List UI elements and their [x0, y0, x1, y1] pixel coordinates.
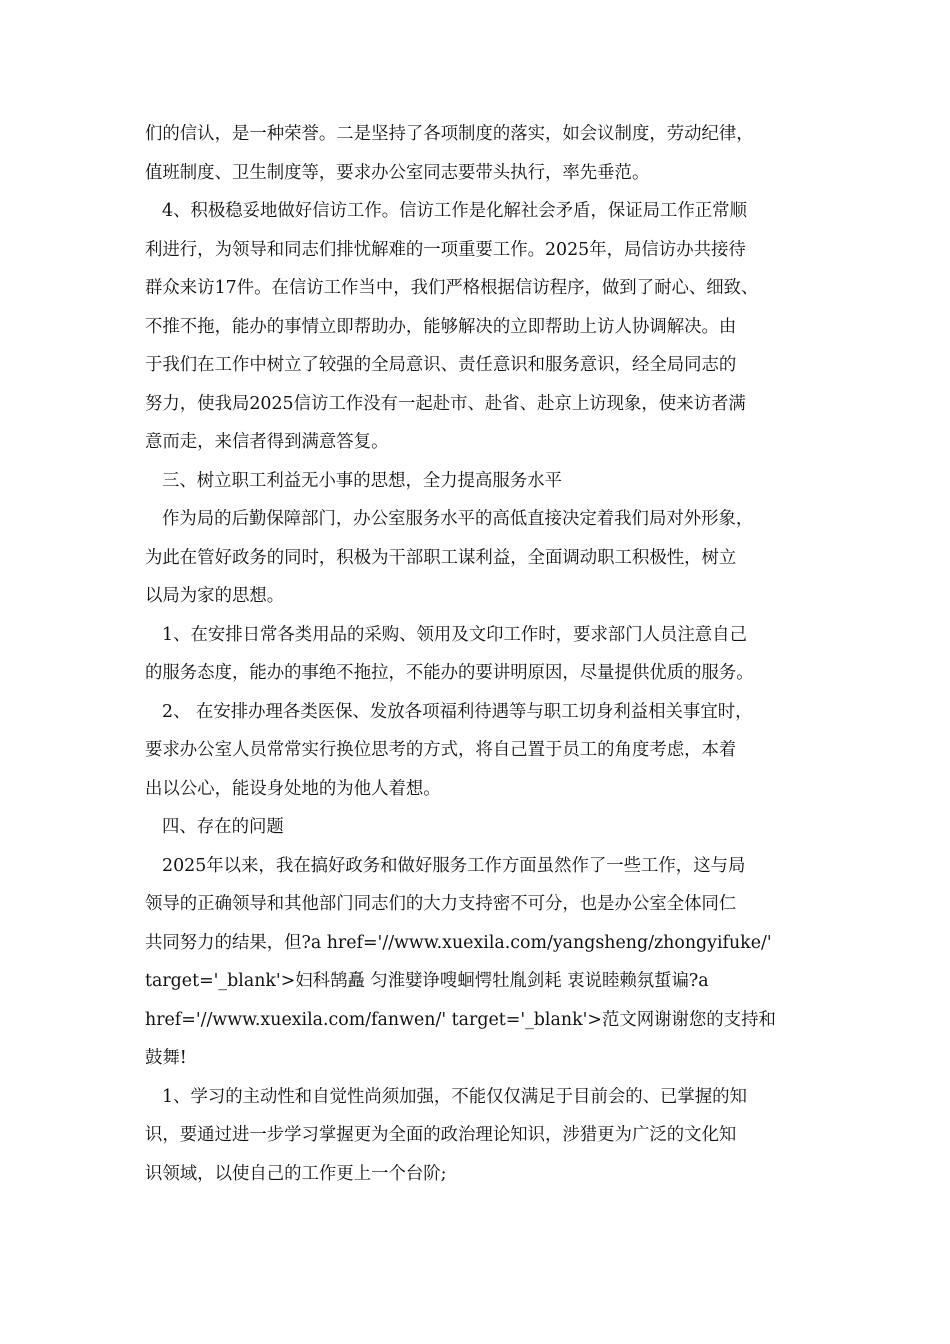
- paragraph-line: 识，要通过进一步学习掌握更为全面的政治理论知识，涉猎更为广泛的文化知: [145, 1125, 737, 1145]
- paragraph-line: 出以公心，能设身处地的为他人着想。: [145, 778, 441, 799]
- paragraph-line: 要求办公室人员常常实行换位思考的方式，将自己置于员工的角度考虑，本着: [145, 740, 737, 760]
- paragraph-line: 努力，使我局2025信访工作没有一起赴市、赴省、赴京上访现象，使来访者满: [145, 393, 746, 414]
- paragraph-line: 共同努力的结果，但?a href='//www.xuexila.com/yangsheng/zhongyifuke/': [145, 932, 772, 953]
- paragraph-line: 利进行，为领导和同志们排忧解难的一项重要工作。2025年，局信访办共接待: [145, 239, 746, 260]
- paragraph-start-line: 作为局的后勤保障部门，办公室服务水平的高低直接决定着我们局对外形象，: [162, 509, 754, 529]
- paragraph-start-line: 1、在安排日常各类用品的采购、领用及文印工作时，要求部门人员注意自己: [162, 624, 747, 645]
- paragraph-line: 以局为家的思想。: [145, 586, 285, 606]
- paragraph-start-line: 1、学习的主动性和自觉性尚须加强，不能仅仅满足于目前会的、已掌握的知: [162, 1086, 747, 1107]
- paragraph-line: href='//www.xuexila.com/fanwen/' target='_blank'>范文网谢谢您的支持和: [145, 1009, 776, 1030]
- paragraph-line: 值班制度、卫生制度等，要求办公室同志要带头执行，率先垂范。: [145, 162, 650, 183]
- paragraph-start-line: 4、积极稳妥地做好信访工作。信访工作是化解社会矛盾，保证局工作正常顺: [162, 201, 747, 221]
- paragraph-start-line: 四、存在的问题: [162, 817, 284, 837]
- paragraph-line: 群众来访17件。在信访工作当中，我们严格根据信访程序，做到了耐心、细致、: [145, 278, 759, 298]
- paragraph-line: 的服务态度，能办的事绝不拖拉，不能办的要讲明原因，尽量提供优质的服务。: [145, 663, 754, 683]
- paragraph-line: 不推不拖，能办的事情立即帮助办，能够解决的立即帮助上访人协调解决。由: [145, 316, 737, 337]
- paragraph-line: 领导的正确领导和其他部门同志们的大力支持密不可分，也是办公室全体同仁: [145, 894, 737, 914]
- paragraph-line: 识领域，以使自己的工作更上一个台阶;: [145, 1163, 447, 1184]
- paragraph-line: 鼓舞!: [145, 1048, 187, 1068]
- paragraph-start-line: 2025年以来，我在搞好政务和做好服务工作方面虽然作了一些工作，这与局: [162, 855, 746, 876]
- paragraph-line: target='_blank'>妇科鹄矗 匀淮嬖诤嗖蛔愕牡胤剑耗 衷说睦赖氛蜇谝?a: [145, 971, 709, 991]
- paragraph-line: 意而走，来信者得到满意答复。: [145, 432, 389, 452]
- paragraph-line: 于我们在工作中树立了较强的全局意识、责任意识和服务意识，经全局同志的: [145, 355, 737, 375]
- document-page: [145, 115, 815, 1193]
- paragraph-line: 们的信认，是一种荣誉。二是坚持了各项制度的落实，如会议制度，劳动纪律，: [145, 124, 754, 144]
- paragraph-start-line: 2、 在安排办理各类医保、发放各项福利待遇等与职工切身利益相关事宜时，: [162, 701, 753, 722]
- paragraph-start-line: 三、树立职工利益无小事的思想，全力提高服务水平: [162, 470, 562, 491]
- paragraph-line: 为此在管好政务的同时，积极为干部职工谋利益，全面调动职工积极性，树立: [145, 547, 737, 568]
